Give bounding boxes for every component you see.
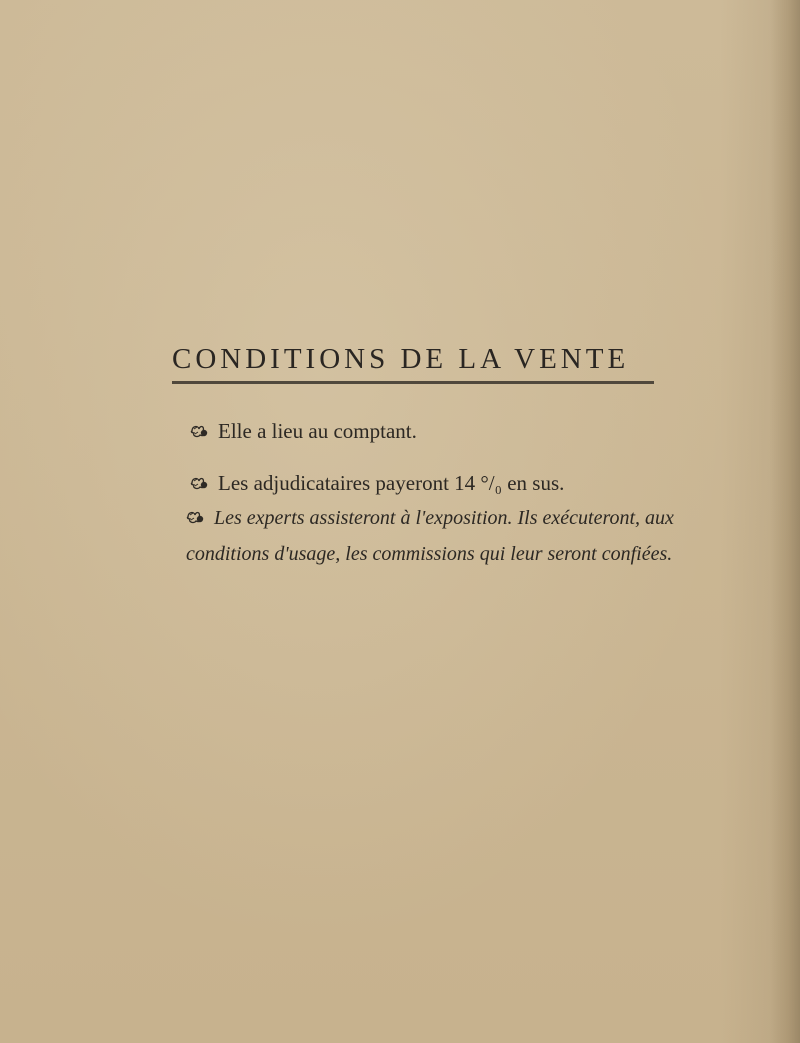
condition-paragraph-payment — [190, 415, 710, 447]
paragraph-text: Les adjudicataires payeront 14 °/₀ en sus. — [218, 471, 565, 495]
paragraph-text-line-2: conditions d'usage, les commissions qui leur seront confiées. — [186, 543, 673, 565]
condition-paragraph-experts — [186, 500, 716, 572]
title-underline-divider — [172, 381, 654, 384]
paragraph-text: Elle a lieu au comptant. — [218, 419, 417, 443]
paragraph-text-line-1: Les experts assisteront à l'exposition. Ils exécuteront, aux — [214, 507, 674, 529]
fleuron-ornament-icon — [190, 423, 210, 439]
page-title: CONDITIONS DE LA VENTE — [172, 343, 630, 375]
page-edge-shadow — [770, 0, 800, 1043]
fleuron-ornament-icon — [190, 475, 210, 491]
condition-paragraph-fees — [190, 467, 710, 499]
fleuron-ornament-icon — [186, 509, 206, 525]
